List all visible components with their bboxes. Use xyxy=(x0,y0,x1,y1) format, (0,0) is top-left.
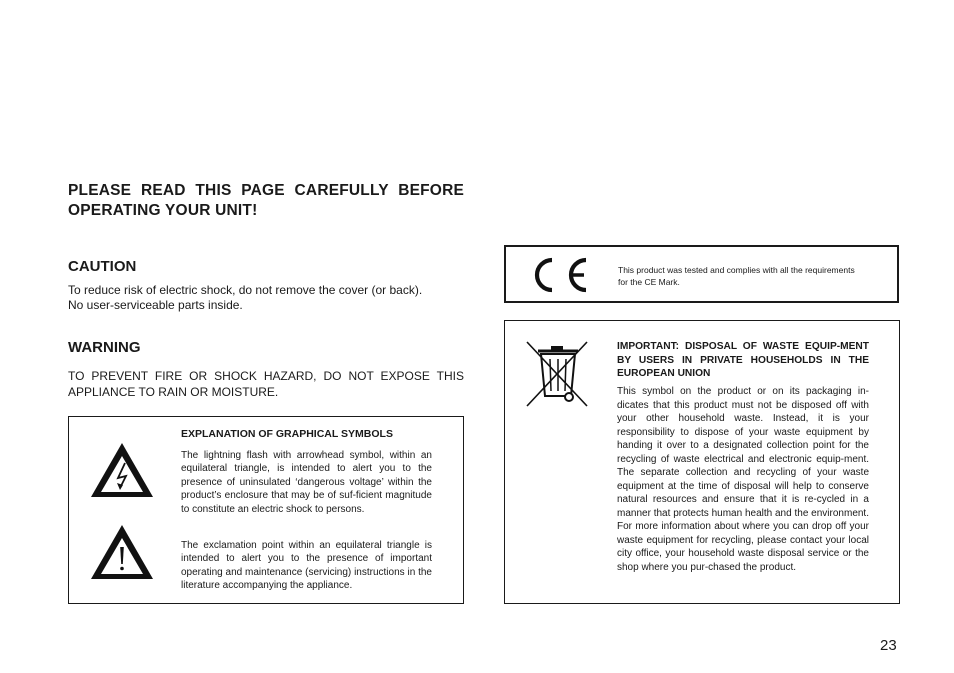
page-number: 23 xyxy=(880,637,897,654)
caution-line-1: To reduce risk of electric shock, do not remove the cover (or back). xyxy=(68,283,423,297)
ce-compliance-text: This product was tested and complies with all the requirements for the CE Mark. xyxy=(618,265,855,287)
weee-disposal-box xyxy=(504,320,900,604)
warning-heading: WARNING xyxy=(68,339,141,356)
ce-mark-icon xyxy=(528,256,590,294)
lightning-explanation: The lightning flash with arrowhead symbol, within an equilateral triangle, is intended to alert you to the presence of uninsulated ‘dangerous voltage’ within the product’s enclosure that may be of suf-ficient magnitude to constitute an electric shock to persons. xyxy=(181,450,432,515)
weee-body-text: This symbol on the product or on its packaging in-dicates that this product must not be disposed off with your other household waste. Instead, it is your responsibility to dispose of your waste equipment by handing it over to a designated collection point for the recycling of waste electrical and electronic equip-ment. The separate collection and recycling of your waste equipment at the time of disposal will help to conserve natural resources and ensure that it is re-cycled in a manner that protects human health and the environment. For more information about where you can drop off your waste equipment for recycling, please contact your local city office, your household waste disposal service or the shop where you pur-chased the product. xyxy=(617,386,869,573)
symbols-heading: EXPLANATION OF GRAPHICAL SYMBOLS xyxy=(181,428,393,440)
caution-line-2: No user-serviceable parts inside. xyxy=(68,298,243,312)
crossed-bin-icon xyxy=(523,338,591,410)
weee-heading: IMPORTANT: DISPOSAL OF WASTE EQUIP-MENT BY USERS IN PRIVATE HOUSEHOLDS IN THE EUROPEAN UNION xyxy=(617,341,869,379)
ce-compliance-box xyxy=(504,245,899,303)
exclamation-warning-icon xyxy=(89,523,155,581)
caution-heading: CAUTION xyxy=(68,258,137,275)
page-title: PLEASE READ THIS PAGE CAREFULLY BEFORE OPERATING YOUR UNIT! xyxy=(68,182,464,219)
warning-text: TO PREVENT FIRE OR SHOCK HAZARD, DO NOT EXPOSE THIS APPLIANCE TO RAIN OR MOISTURE. xyxy=(68,369,464,399)
exclamation-explanation: The exclamation point within an equilateral triangle is intended to alert you to the presence of important operating and maintenance (servicing) instructions in the literature accompanying the appliance. xyxy=(181,540,432,592)
lightning-warning-icon xyxy=(89,441,155,499)
graphical-symbols-box xyxy=(68,416,464,604)
